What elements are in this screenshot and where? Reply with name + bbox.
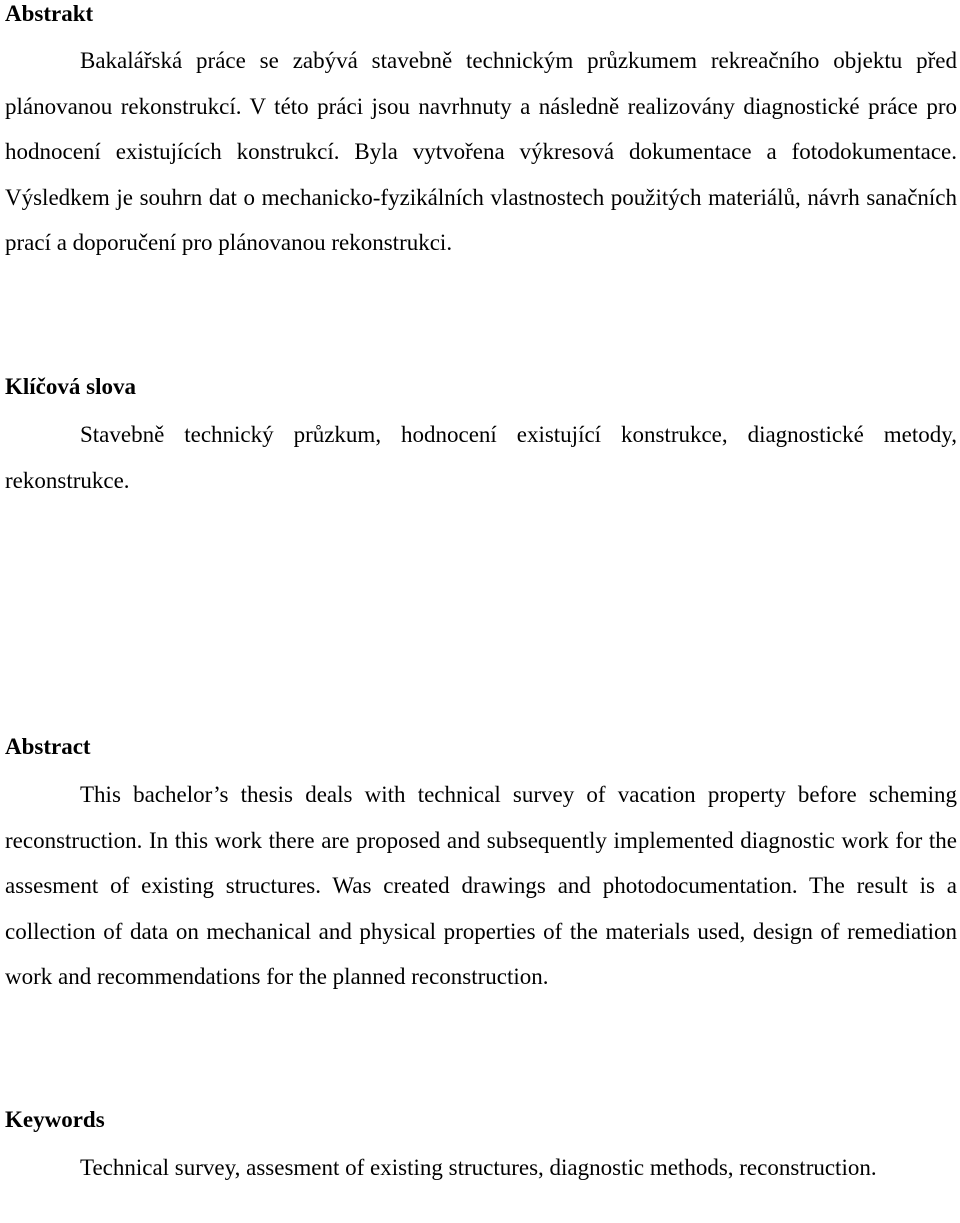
abstrakt-heading: Abstrakt xyxy=(5,1,94,26)
keywords-paragraph: Technical survey, assesment of existing structures, diagnostic methods, reconstruction. xyxy=(80,1155,877,1180)
klicova-slova-paragraph: Stavebně technický průzkum, hodnocení existující konstrukce, diagnostické metody, rekonstrukce. xyxy=(5,422,957,493)
klicova-slova-heading: Klíčová slova xyxy=(5,374,136,399)
abstrakt-paragraph: Bakalářská práce se zabývá stavebně technickým průzkumem rekreačního objektu před plánovanou rekonstrukcí. V této práci jsou navrhnuty a následně realizovány diagnostické práce pro hodnocení existujících konstrukcí. Byla vytvořena výkresová dokumentace a fotodokumentace. Výsledkem je souhrn dat o mechanicko-fyzikálních vlastnostech použitých materiálů, návrh sanačních prací a doporučení pro plánovanou rekonstrukci. xyxy=(5,48,957,255)
abstract-paragraph: This bachelor’s thesis deals with technical survey of vacation property before scheming reconstruction. In this work there are proposed and subsequently implemented diagnostic work for the assesment of existing structures. Was created drawings and photodocumentation. The result is a collection of data on mechanical and physical properties of the materials used, design of remediation work and recommendations for the planned reconstruction. xyxy=(5,782,957,989)
keywords-heading: Keywords xyxy=(5,1107,105,1132)
abstract-heading: Abstract xyxy=(5,734,91,759)
